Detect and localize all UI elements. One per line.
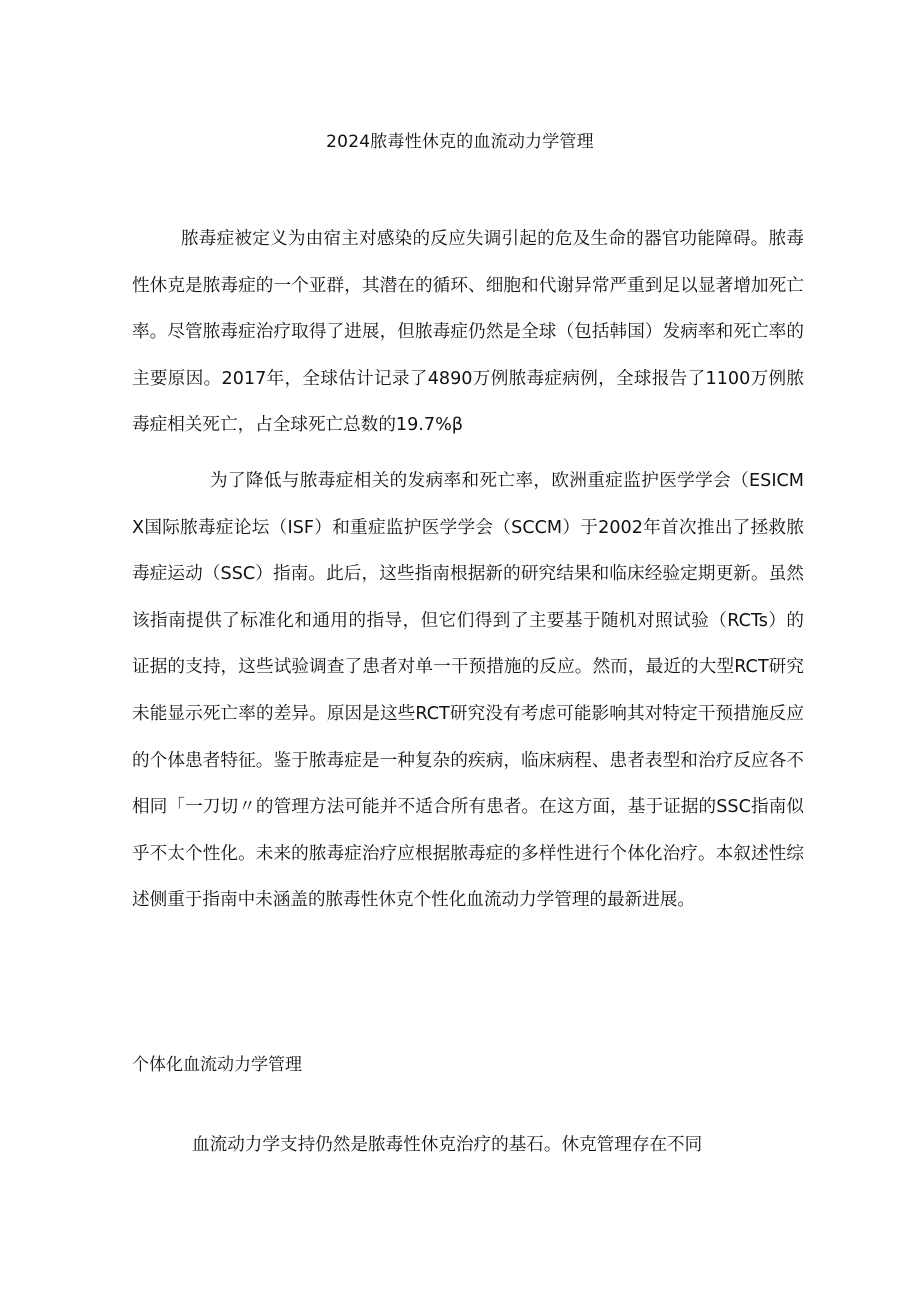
- paragraph-guidelines: 为了降低与脓毒症相关的发病率和死亡率，欧洲重症监护医学学会（ESICMX国际脓毒症论坛（ISF）和重症监护医学学会（SCCM）于2002年首次推出了拯救脓毒症运动（SSC）指南。此后，这些指南根据新的研究结果和临床经验定期更新。虽然该指南提供了标准化和通用的指导，但它们得到了主要基于随机对照试验（RCTs）的证据的支持，这些试验调查了患者对单一干预措施的反应。然而，最近的大型RCT研究未能显示死亡率的差异。原因是这些RCT研究没有考虑可能影响其对特定干预措施反应的个体患者特征。鉴于脓毒症是一种复杂的疾病，临床病程、患者表型和治疗反应各不相同「一刀切〃的管理方法可能并不适合所有患者。在这方面，基于证据的SSC指南似乎不太个性化。未来的脓毒症治疗应根据脓毒症的多样性进行个体化治疗。本叙述性综述侧重于指南中未涵盖的脓毒性休克个性化血流动力学管理的最新进展。: [132, 471, 804, 911]
- document-title: 2024脓毒性休克的血流动力学管理: [326, 132, 594, 152]
- paragraph-hemodynamic-support: 血流动力学支持仍然是脓毒性休克治疗的基石。休克管理存在不同: [192, 1135, 703, 1155]
- section-heading: 个体化血流动力学管理: [132, 1055, 302, 1075]
- paragraph-sepsis-definition: 脓毒症被定义为由宿主对感染的反应失调引起的危及生命的器官功能障碍。脓毒性休克是脓毒症的一个亚群，其潜在的循环、细胞和代谢异常严重到足以显著增加死亡率。尽管脓毒症治疗取得了进展，但脓毒症仍然是全球（包括韩国）发病率和死亡率的主要原因。2017年，全球估计记录了4890万例脓毒症病例，全球报告了1100万例脓毒症相关死亡，占全球死亡总数的19.7%β: [132, 229, 804, 436]
